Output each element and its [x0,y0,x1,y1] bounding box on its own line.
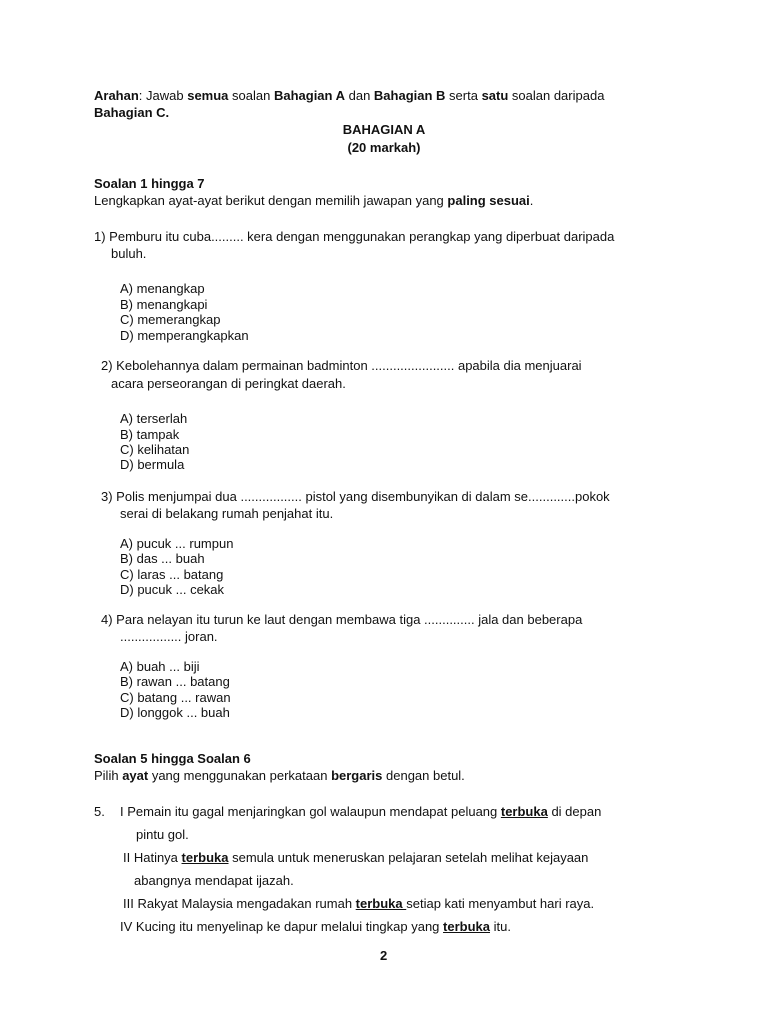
question-4-line-1: 4) Para nelayan itu turun ke laut dengan membawa tiga .............. jala dan beberapa [101,612,583,627]
group1-instruction: Lengkapkan ayat-ayat berikut dengan memilih jawapan yang paling sesuai. [94,193,534,208]
question-3-option-b: B) das ... buah [120,551,205,566]
question-2-line-1: 2) Kebolehannya dalam permainan badminton ....................... apabila dia menjuarai [101,358,582,373]
question-4-option-a: A) buah ... biji [120,659,200,674]
section-title: BAHAGIAN A [342,122,426,137]
question-4-option-c: C) batang ... rawan [120,690,231,705]
question-1-option-c: C) memerangkap [120,312,221,327]
question-1-option-b: B) menangkapi [120,297,208,312]
question-4-option-b: B) rawan ... batang [120,674,230,689]
question-1-option-a: A) menangkap [120,281,205,296]
question-1-option-d: D) memperangkapkan [120,328,249,343]
question-3-option-d: D) pucuk ... cekak [120,582,225,597]
question-3-option-a: A) pucuk ... rumpun [120,536,234,551]
instructions-line-2: Bahagian C. [94,105,170,120]
question-2-option-a: A) terserlah [120,411,188,426]
section-marks: (20 markah) [347,140,421,155]
question-5-statement-2: II Hatinya terbuka semula untuk meneruskan pelajaran setelah melihat kejayaan [123,850,589,865]
question-5-statement-1: I Pemain itu gagal menjaringkan gol walaupun mendapat peluang terbuka di depan [120,804,602,819]
group1-heading: Soalan 1 hingga 7 [94,176,205,191]
question-2-option-c: C) kelihatan [120,442,190,457]
question-5-statement-3: III Rakyat Malaysia mengadakan rumah terbuka setiap kati menyambut hari raya. [123,896,595,911]
page-number: 2 [380,948,388,963]
question-1-line-1: 1) Pemburu itu cuba......... kera dengan menggunakan perangkap yang diperbuat daripada [94,229,615,244]
question-2-option-b: B) tampak [120,427,180,442]
group2-instruction: Pilih ayat yang menggunakan perkataan bergaris dengan betul. [94,768,465,783]
question-2-option-d: D) bermula [120,457,185,472]
instructions-label: Arahan [94,88,139,103]
question-5-statement-4: IV Kucing itu menyelinap ke dapur melalui tingkap yang terbuka itu. [120,919,511,934]
question-5-number: 5. [94,804,105,819]
question-5-statement-1-cont: pintu gol. [136,827,189,842]
question-3-option-c: C) laras ... batang [120,567,224,582]
question-5-statement-2-cont: abangnya mendapat ijazah. [134,873,294,888]
question-3-line-1: 3) Polis menjumpai dua ................. pistol yang disembunyikan di dalam se.............pokok [101,489,610,504]
question-4-option-d: D) longgok ... buah [120,705,230,720]
question-3-line-2: serai di belakang rumah penjahat itu. [120,506,334,521]
question-1-line-2: buluh. [111,246,147,261]
instructions-line-1: Arahan: Jawab semua soalan Bahagian A dan Bahagian B serta satu soalan daripada [94,88,605,103]
group2-heading: Soalan 5 hingga Soalan 6 [94,751,251,766]
question-2-line-2: acara perseorangan di peringkat daerah. [111,376,346,391]
question-4-line-2: ................. joran. [120,629,218,644]
